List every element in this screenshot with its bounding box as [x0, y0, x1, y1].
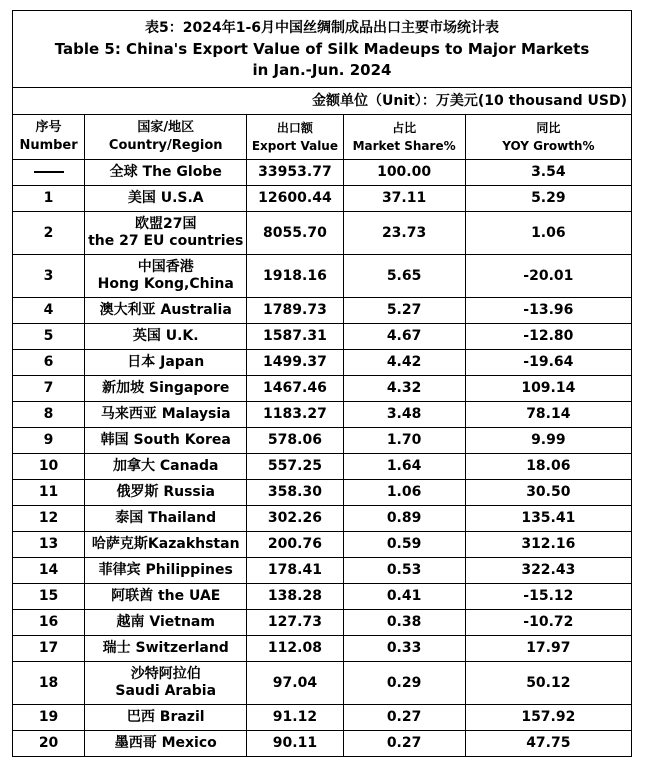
table-title-zh: 表5：2024年1-6月中国丝绸制成品出口主要市场统计表 — [145, 19, 499, 36]
row-number: 14 — [13, 558, 85, 584]
row-number: 1 — [13, 186, 85, 212]
table-row — [13, 532, 632, 558]
row-share: 1.06 — [343, 480, 465, 506]
row-share: 37.11 — [343, 186, 465, 212]
row-share: 0.89 — [343, 506, 465, 532]
row-share: 5.27 — [343, 298, 465, 324]
table-row — [13, 610, 632, 636]
row-yoy: 50.12 — [465, 662, 631, 705]
row-yoy: -15.12 — [465, 584, 631, 610]
row-number: 20 — [13, 731, 85, 757]
row-country: 巴西 Brazil — [85, 705, 247, 731]
row-yoy: 18.06 — [465, 454, 631, 480]
table-row — [13, 705, 632, 731]
row-country — [85, 212, 247, 255]
row-share: 4.67 — [343, 324, 465, 350]
row-country-line2: Saudi Arabia — [115, 683, 217, 699]
table-title-en-line2: in Jan.-Jun. 2024 — [252, 60, 392, 79]
table-row — [13, 212, 632, 255]
row-yoy: 1.06 — [465, 212, 631, 255]
row-yoy: 9.99 — [465, 428, 631, 454]
row-number: 7 — [13, 376, 85, 402]
row-yoy: 157.92 — [465, 705, 631, 731]
row-number: 13 — [13, 532, 85, 558]
row-share: 0.27 — [343, 705, 465, 731]
row-country: 菲律宾 Philippines — [85, 558, 247, 584]
row-share: 5.65 — [343, 255, 465, 298]
row-yoy: 109.14 — [465, 376, 631, 402]
unit-label: 金额单位（Unit）：万美元(10 thousand USD) — [13, 88, 632, 115]
header-share — [343, 115, 465, 160]
header-country-zh: 国家/地区 — [137, 120, 195, 135]
export-table-sheet — [12, 10, 632, 757]
row-export: 178.41 — [247, 558, 343, 584]
header-export-en: Export Value — [251, 139, 338, 153]
row-number: 3 — [13, 255, 85, 298]
row-country: 英国 U.K. — [85, 324, 247, 350]
row-export: 12600.44 — [247, 186, 343, 212]
row-export: 1467.46 — [247, 376, 343, 402]
header-country-en: Country/Region — [108, 138, 223, 153]
row-country: 俄罗斯 Russia — [85, 480, 247, 506]
dash-mark — [34, 171, 64, 173]
row-yoy: -12.80 — [465, 324, 631, 350]
table-row — [13, 298, 632, 324]
row-export: 8055.70 — [247, 212, 343, 255]
row-country — [85, 662, 247, 705]
row-export: 138.28 — [247, 584, 343, 610]
table-header-row — [13, 115, 632, 160]
row-number: 18 — [13, 662, 85, 705]
row-number: 4 — [13, 298, 85, 324]
table-row — [13, 376, 632, 402]
row-number: 5 — [13, 324, 85, 350]
header-country — [85, 115, 247, 160]
row-country: 日本 Japan — [85, 350, 247, 376]
row-share: 0.53 — [343, 558, 465, 584]
row-export: 578.06 — [247, 428, 343, 454]
header-number-en: Number — [19, 138, 78, 153]
row-country: 哈萨克斯Kazakhstan — [85, 532, 247, 558]
row-yoy: -20.01 — [465, 255, 631, 298]
export-table — [12, 10, 632, 757]
header-yoy-en: YOY Growth% — [502, 139, 595, 153]
table-title — [13, 11, 632, 88]
table-row — [13, 324, 632, 350]
row-share: 100.00 — [343, 160, 465, 186]
row-yoy: 30.50 — [465, 480, 631, 506]
row-country-line1: 中国香港 — [137, 259, 194, 275]
row-yoy: -13.96 — [465, 298, 631, 324]
row-share: 0.41 — [343, 584, 465, 610]
row-country: 马来西亚 Malaysia — [85, 402, 247, 428]
row-number: 6 — [13, 350, 85, 376]
row-share: 0.38 — [343, 610, 465, 636]
row-country: 墨西哥 Mexico — [85, 731, 247, 757]
row-export: 200.76 — [247, 532, 343, 558]
row-number: 19 — [13, 705, 85, 731]
row-share: 1.64 — [343, 454, 465, 480]
table-row — [13, 636, 632, 662]
row-export: 1183.27 — [247, 402, 343, 428]
row-yoy: 322.43 — [465, 558, 631, 584]
row-number: 8 — [13, 402, 85, 428]
header-yoy — [465, 115, 631, 160]
row-country: 越南 Vietnam — [85, 610, 247, 636]
table-row — [13, 186, 632, 212]
row-number — [13, 160, 85, 186]
row-export: 302.26 — [247, 506, 343, 532]
header-number — [13, 115, 85, 160]
row-number: 17 — [13, 636, 85, 662]
row-export: 112.08 — [247, 636, 343, 662]
table-row — [13, 584, 632, 610]
row-number: 2 — [13, 212, 85, 255]
row-share: 4.32 — [343, 376, 465, 402]
row-share: 1.70 — [343, 428, 465, 454]
row-number: 11 — [13, 480, 85, 506]
table-row — [13, 731, 632, 757]
row-export: 97.04 — [247, 662, 343, 705]
row-number: 9 — [13, 428, 85, 454]
row-country — [85, 255, 247, 298]
row-share: 3.48 — [343, 402, 465, 428]
row-country: 澳大利亚 Australia — [85, 298, 247, 324]
table-row — [13, 480, 632, 506]
row-yoy: 312.16 — [465, 532, 631, 558]
row-export: 33953.77 — [247, 160, 343, 186]
table-row — [13, 662, 632, 705]
table-row — [13, 428, 632, 454]
row-country-line1: 欧盟27国 — [134, 216, 197, 232]
table-row — [13, 402, 632, 428]
row-country-line1: 沙特阿拉伯 — [130, 666, 201, 682]
row-export: 1789.73 — [247, 298, 343, 324]
row-country: 加拿大 Canada — [85, 454, 247, 480]
table-row — [13, 506, 632, 532]
row-yoy: 17.97 — [465, 636, 631, 662]
row-share: 0.29 — [343, 662, 465, 705]
header-number-zh: 序号 — [35, 120, 62, 135]
row-yoy: 5.29 — [465, 186, 631, 212]
row-yoy: 47.75 — [465, 731, 631, 757]
row-yoy: -10.72 — [465, 610, 631, 636]
row-export: 358.30 — [247, 480, 343, 506]
row-country-line2: the 27 EU countries — [88, 233, 244, 249]
table-row — [13, 160, 632, 186]
row-country: 美国 U.S.A — [85, 186, 247, 212]
table-row — [13, 255, 632, 298]
row-country: 泰国 Thailand — [85, 506, 247, 532]
table-row — [13, 350, 632, 376]
row-share: 0.33 — [343, 636, 465, 662]
header-export — [247, 115, 343, 160]
header-yoy-zh: 同比 — [536, 121, 561, 135]
row-number: 10 — [13, 454, 85, 480]
header-export-zh: 出口额 — [276, 121, 313, 135]
row-number: 15 — [13, 584, 85, 610]
row-share: 0.59 — [343, 532, 465, 558]
row-country: 韩国 South Korea — [85, 428, 247, 454]
row-country-line2: Hong Kong,China — [97, 276, 234, 292]
row-yoy: 135.41 — [465, 506, 631, 532]
row-yoy: 3.54 — [465, 160, 631, 186]
row-share: 23.73 — [343, 212, 465, 255]
row-share: 0.27 — [343, 731, 465, 757]
table-row — [13, 454, 632, 480]
row-export: 91.12 — [247, 705, 343, 731]
row-country: 瑞士 Switzerland — [85, 636, 247, 662]
table-title-en-line1: Table 5: China's Export Value of Silk Madeups to Major Markets — [54, 39, 590, 58]
row-export: 557.25 — [247, 454, 343, 480]
table-row — [13, 558, 632, 584]
row-country: 全球 The Globe — [85, 160, 247, 186]
row-share: 4.42 — [343, 350, 465, 376]
row-export: 1918.16 — [247, 255, 343, 298]
row-export: 1499.37 — [247, 350, 343, 376]
row-number: 16 — [13, 610, 85, 636]
row-export: 127.73 — [247, 610, 343, 636]
row-country: 阿联酋 the UAE — [85, 584, 247, 610]
row-yoy: -19.64 — [465, 350, 631, 376]
row-country: 新加坡 Singapore — [85, 376, 247, 402]
row-number: 12 — [13, 506, 85, 532]
header-share-en: Market Share% — [352, 139, 456, 153]
row-yoy: 78.14 — [465, 402, 631, 428]
header-share-zh: 占比 — [392, 121, 417, 135]
row-export: 1587.31 — [247, 324, 343, 350]
row-export: 90.11 — [247, 731, 343, 757]
